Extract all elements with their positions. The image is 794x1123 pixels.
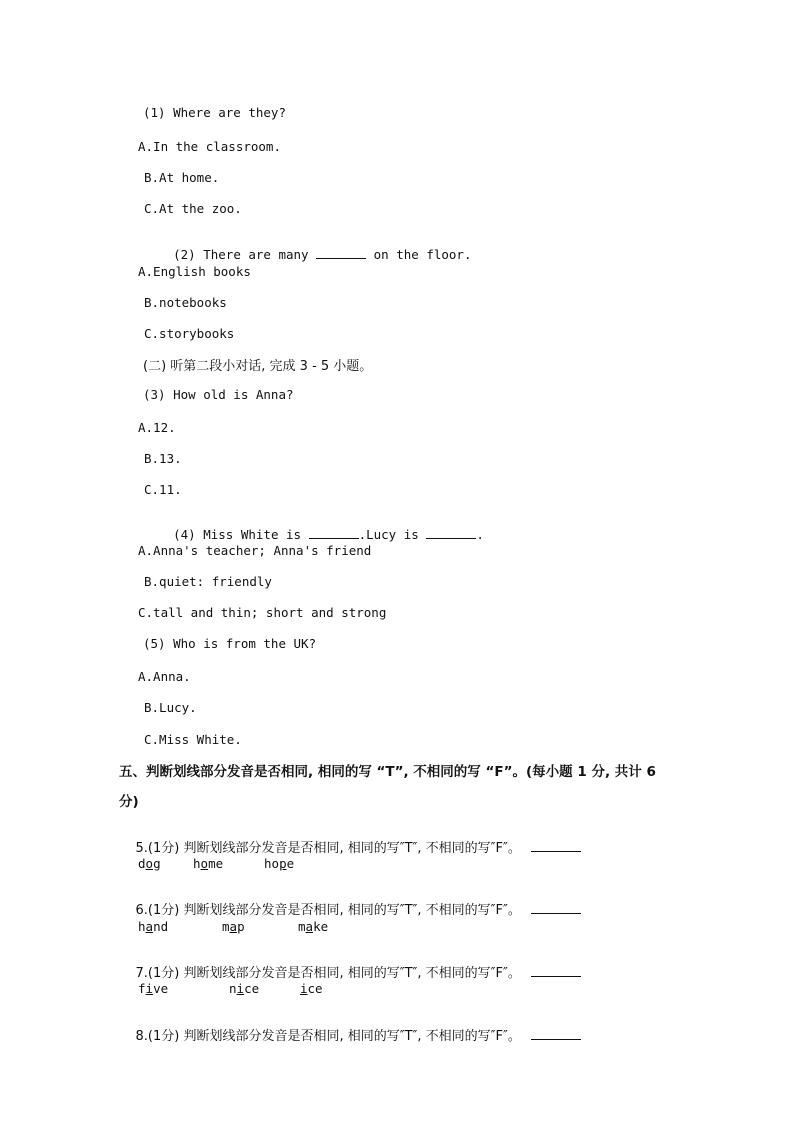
q1-option-c: C.At the zoo.	[144, 201, 242, 216]
w-post: nd	[153, 919, 169, 934]
item-5-answer-blank	[531, 839, 581, 852]
item-5-word-3	[264, 856, 294, 871]
item-6-answer-blank	[531, 901, 581, 914]
item-5-word-2	[193, 856, 223, 871]
q1-option-b: B.At home.	[144, 170, 220, 185]
item-6-word-3	[298, 919, 328, 934]
item-5-word-1	[138, 856, 161, 871]
item-7-text: 7.(1分) 判断划线部分发音是否相同, 相同的写″T″, 不相同的写″F″。	[135, 966, 521, 981]
w-underlined: i	[300, 981, 308, 996]
q2-stem-post: on the floor.	[373, 247, 472, 262]
section5-heading-line1: 五、判断划线部分发音是否相同, 相同的写 “T”, 不相同的写 “F”。(每小题 1 分, 共计 6	[119, 764, 656, 780]
q4-stem-pre: (4) Miss White is	[173, 527, 302, 542]
q4-blank-2	[426, 526, 476, 539]
w-underlined: i	[145, 981, 154, 996]
q2-option-a: A.English books	[138, 264, 251, 279]
item-6-prompt	[119, 884, 581, 933]
item-5-prompt	[119, 822, 581, 871]
w-pre: ho	[264, 856, 280, 871]
q5-stem: (5) Who is from the UK?	[143, 636, 317, 651]
q4-stem-post: .	[476, 527, 484, 542]
w-underlined: i	[236, 981, 245, 996]
q2-option-c: C.storybooks	[144, 326, 235, 341]
q1-stem: (1) Where are they?	[143, 105, 286, 120]
item-7-word-3	[300, 981, 323, 996]
w-pre: f	[138, 981, 146, 996]
w-underlined: a	[305, 919, 314, 934]
w-post: me	[208, 856, 224, 871]
w-post: g	[153, 856, 161, 871]
item-6-word-2	[222, 919, 245, 934]
w-post: e	[286, 856, 295, 871]
q3-stem: (3) How old is Anna?	[143, 387, 294, 402]
q3-option-a: A.12.	[138, 420, 176, 435]
item-6-text: 6.(1分) 判断划线部分发音是否相同, 相同的写″T″, 不相同的写″F″。	[135, 903, 521, 918]
w-underlined: a	[145, 919, 154, 934]
q4-stem-mid: .Lucy is	[358, 527, 419, 542]
w-post: ke	[313, 919, 329, 934]
q5-option-b: B.Lucy.	[144, 700, 197, 715]
w-pre: m	[222, 919, 230, 934]
w-underlined: p	[279, 856, 287, 871]
q2-blank	[316, 246, 366, 259]
w-underlined: o	[145, 856, 154, 871]
q4-option-c: C.tall and thin; short and strong	[138, 605, 387, 620]
q2-stem-pre: (2) There are many	[173, 247, 309, 262]
q4-option-a: A.Anna's teacher; Anna's friend	[138, 543, 372, 558]
w-post: ce	[307, 981, 323, 996]
item-8-text: 8.(1分) 判断划线部分发音是否相同, 相同的写″T″, 不相同的写″F″。	[135, 1029, 521, 1044]
w-pre: n	[229, 981, 237, 996]
item-8-prompt	[119, 1010, 581, 1059]
q3-option-b: B.13.	[144, 451, 182, 466]
q1-option-a: A.In the classroom.	[138, 139, 281, 154]
item-7-prompt	[119, 947, 581, 996]
w-pre: m	[298, 919, 306, 934]
w-underlined: o	[200, 856, 209, 871]
item-8-answer-blank	[531, 1027, 581, 1040]
q2-option-b: B.notebooks	[144, 295, 227, 310]
item-7-word-1	[138, 981, 168, 996]
q3-option-c: C.11.	[144, 482, 182, 497]
item-7-word-2	[229, 981, 259, 996]
w-pre: h	[138, 919, 146, 934]
item-7-answer-blank	[531, 964, 581, 977]
q5-option-c: C.Miss White.	[144, 732, 242, 747]
q5-option-a: A.Anna.	[138, 669, 191, 684]
w-pre: d	[138, 856, 146, 871]
w-pre: h	[193, 856, 201, 871]
item-5-text: 5.(1分) 判断划线部分发音是否相同, 相同的写″T″, 不相同的写″F″。	[135, 841, 521, 856]
section5-heading-line2: 分)	[119, 794, 139, 810]
w-post: p	[237, 919, 245, 934]
w-underlined: a	[229, 919, 238, 934]
q4-blank-1	[309, 526, 359, 539]
w-post: ve	[153, 981, 169, 996]
part2-intro: (二) 听第二段小对话, 完成 3 - 5 小题。	[143, 359, 373, 374]
q4-option-b: B.quiet: friendly	[144, 574, 272, 589]
w-post: ce	[244, 981, 260, 996]
item-6-word-1	[138, 919, 168, 934]
